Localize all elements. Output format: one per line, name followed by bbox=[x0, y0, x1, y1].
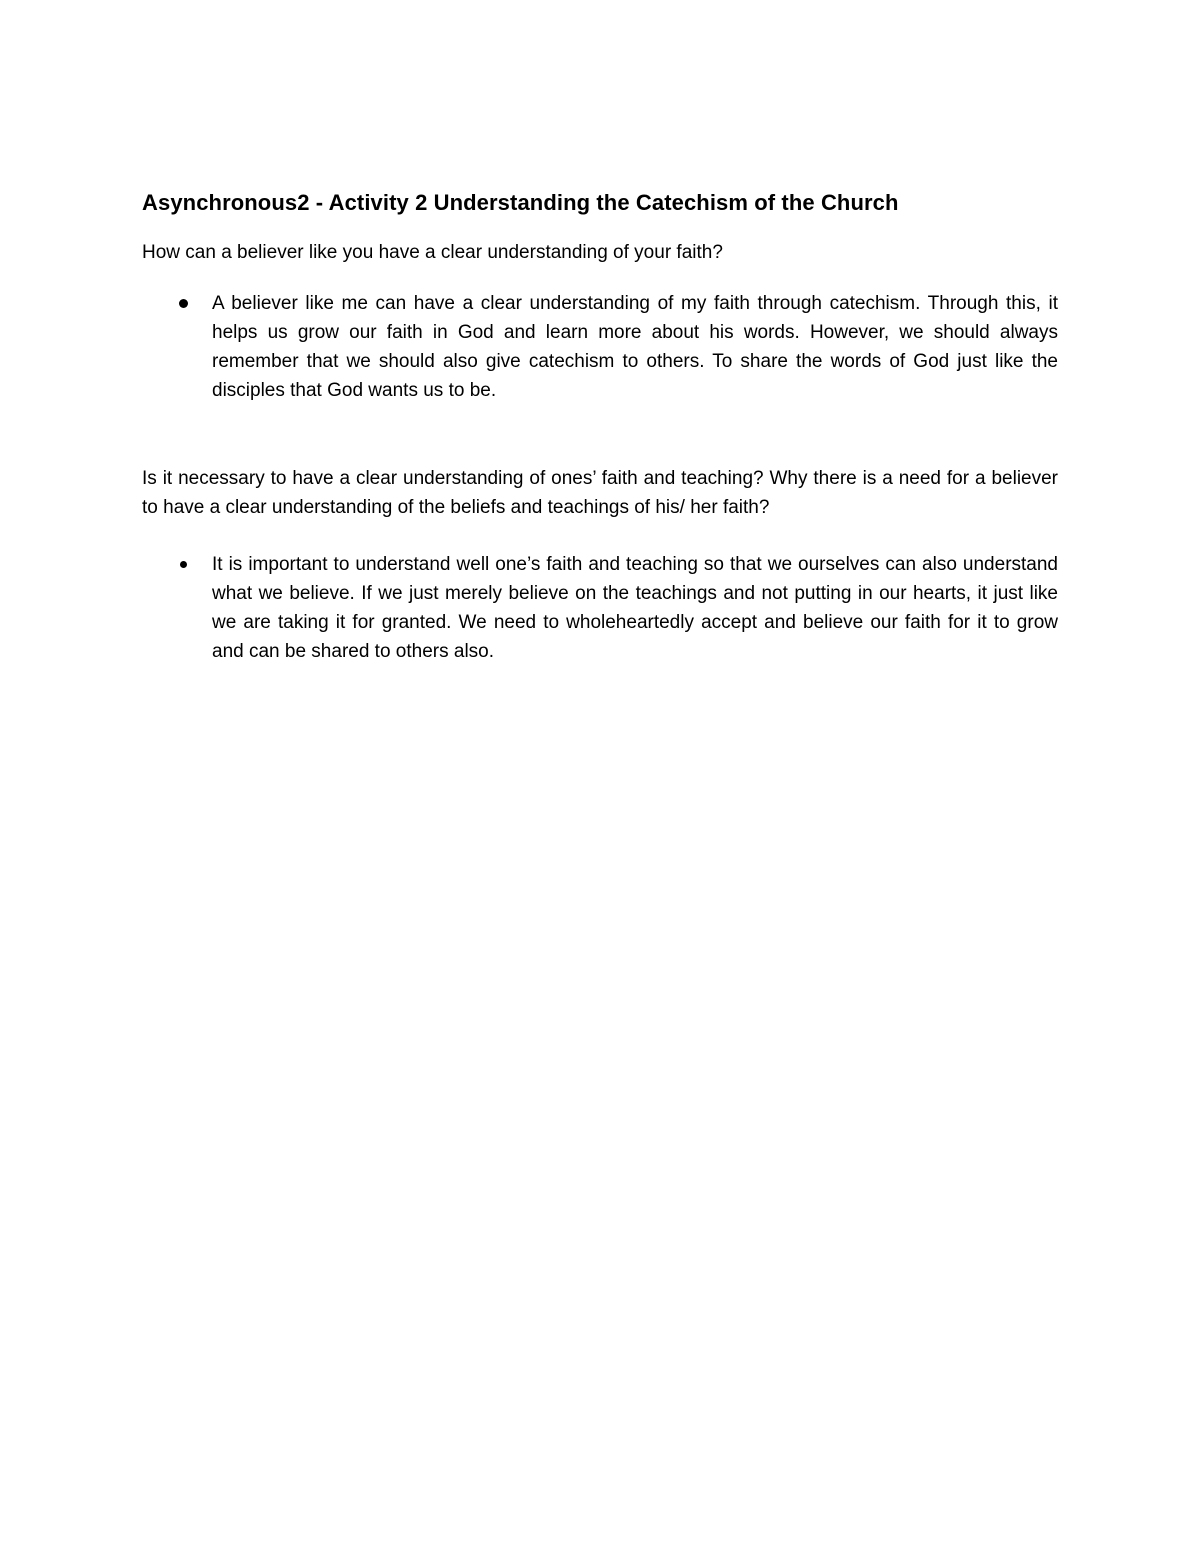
document-content bbox=[142, 188, 1058, 666]
answer-list-1 bbox=[142, 289, 1058, 405]
question-1: How can a believer like you have a clear understanding of your faith? bbox=[142, 242, 723, 263]
answer-text-1: A believer like me can have a clear understanding of my faith through catechism. Through this, it helps us grow our faith in God and learn more about his words. However, we should always remember that we should also give catechism to others. To share the words of God just like the disciples that God wants us to be. bbox=[212, 293, 1058, 401]
bullet-icon bbox=[179, 299, 188, 308]
question-2: Is it necessary to have a clear understanding of ones’ faith and teaching? Why there is a need for a believer to have a clear understanding of the beliefs and teachings of his/ her faith? bbox=[142, 468, 1058, 518]
answer-list-2 bbox=[142, 550, 1058, 666]
document-title: Asynchronous2 - Activity 2 Understanding the Catechism of the Church bbox=[142, 190, 899, 215]
answer-item-1 bbox=[142, 289, 1058, 405]
section-spacer bbox=[142, 405, 1058, 464]
bullet-icon bbox=[180, 561, 187, 568]
answer-item-2 bbox=[142, 550, 1058, 666]
answer-text-2: It is important to understand well one’s faith and teaching so that we ourselves can also understand what we believe. If we just merely believe on the teachings and not putting in our hearts, it just like we are taking it for granted. We need to wholeheartedly accept and believe our faith for it to grow and can be shared to others also. bbox=[212, 554, 1058, 662]
